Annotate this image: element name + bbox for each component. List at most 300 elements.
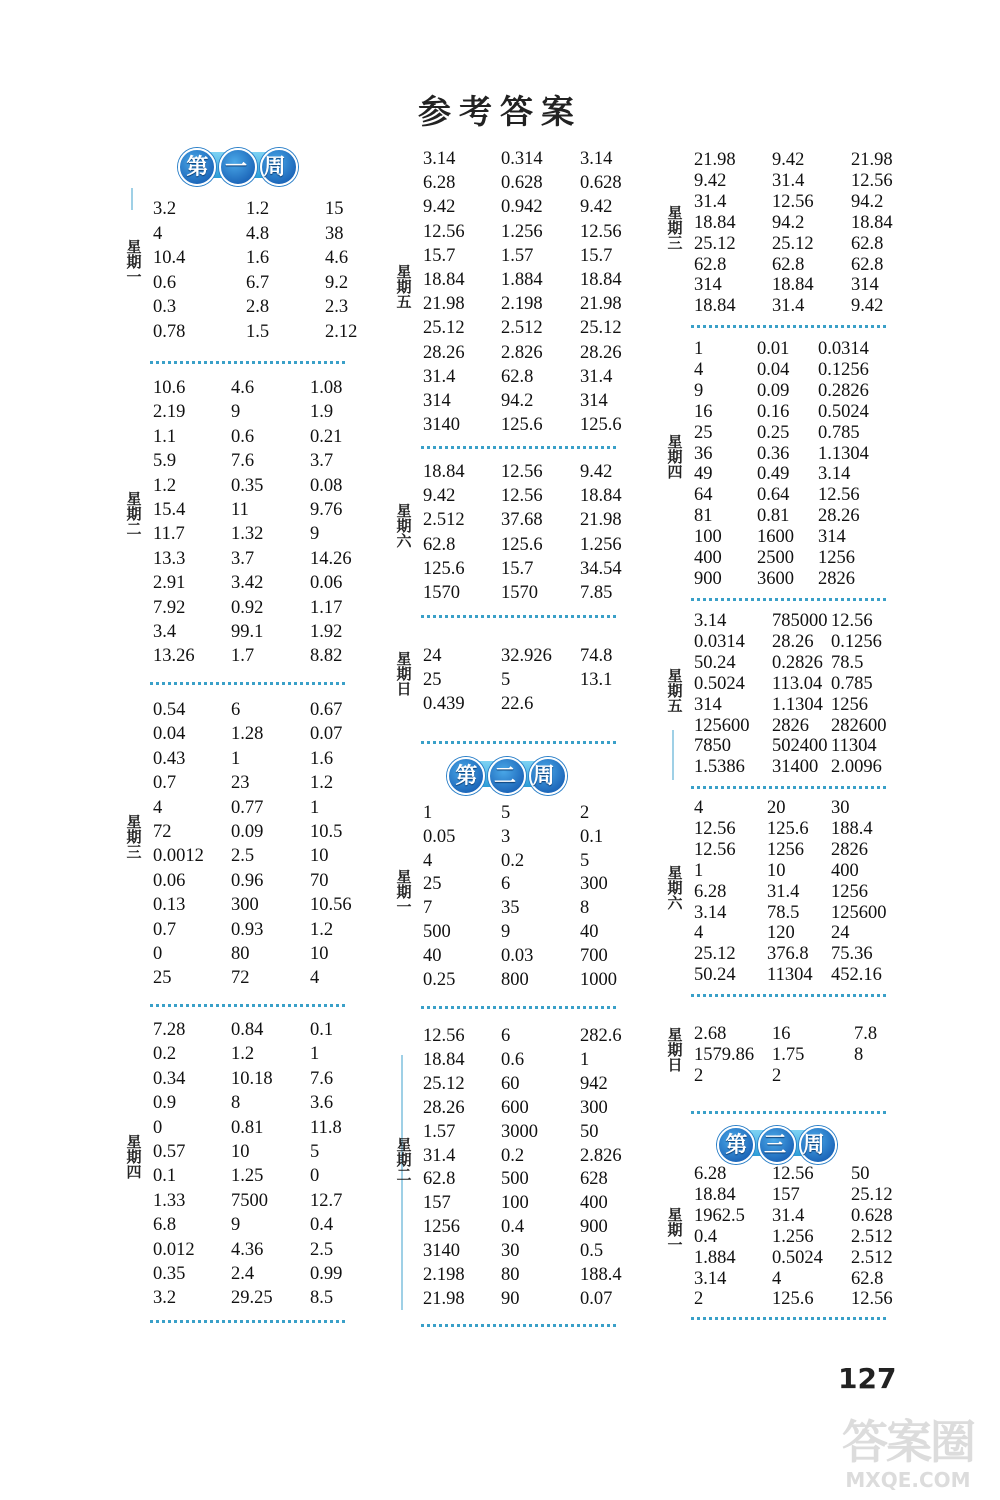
answer-cell: 60 — [501, 1073, 520, 1094]
answer-cell: 500 — [501, 1169, 529, 1190]
answer-cell: 113.04 — [772, 673, 823, 694]
answer-cell: 35 — [501, 898, 520, 919]
section-divider — [691, 1111, 886, 1114]
answer-cell: 0.6 — [231, 426, 255, 447]
answer-cell: 4 — [694, 359, 704, 380]
answer-cell: 1256 — [831, 881, 868, 902]
answer-cell: 12.56 — [423, 221, 465, 242]
answer-cell: 0.99 — [310, 1264, 343, 1284]
day-label: 星 期 日 — [396, 650, 412, 698]
day-label: 星 期 日 — [667, 1026, 683, 1074]
week-3-badge — [717, 1126, 833, 1160]
answer-cell: 12.56 — [694, 839, 736, 860]
answer-cell: 2.512 — [501, 318, 543, 339]
section-divider — [691, 786, 886, 789]
answer-cell: 62.8 — [851, 233, 884, 254]
answer-cell: 50.24 — [694, 965, 736, 986]
answer-cell: 4.8 — [246, 223, 270, 244]
answer-cell: 10 — [231, 1142, 250, 1162]
answer-cell: 7.6 — [231, 451, 255, 472]
answer-cell: 0.942 — [501, 197, 543, 218]
answer-cell: 3.7 — [310, 451, 334, 472]
answer-cell: 2.198 — [501, 294, 543, 315]
answer-cell: 29.25 — [231, 1288, 273, 1309]
answer-cell: 3600 — [757, 568, 794, 589]
answer-cell: 4 — [772, 1268, 782, 1289]
answer-cell: 21.98 — [694, 150, 736, 170]
decor-bar — [131, 188, 133, 210]
week-2-char: 第 — [455, 763, 478, 789]
answer-cell: 25.12 — [423, 318, 465, 339]
answer-cell: 0.03 — [501, 945, 534, 966]
answer-cell: 7 — [423, 898, 433, 919]
answer-cell: 9.42 — [580, 197, 613, 218]
answer-cell: 2.512 — [423, 510, 465, 531]
answer-cell: 50.24 — [694, 652, 736, 673]
answer-cell: 2.512 — [851, 1247, 893, 1268]
answer-cell: 0.34 — [153, 1068, 186, 1089]
answer-cell: 3140 — [423, 415, 460, 436]
answer-cell: 0.67 — [310, 700, 343, 720]
answer-cell: 0.5024 — [694, 673, 745, 694]
day-label: 星 期 六 — [396, 502, 412, 550]
answer-cell: 0.36 — [757, 443, 790, 464]
answer-cell: 1.884 — [694, 1247, 736, 1268]
answer-cell: 16 — [772, 1024, 791, 1044]
answer-cell: 0 — [310, 1166, 320, 1187]
answer-cell: 18.84 — [423, 270, 465, 290]
answer-cell: 12.56 — [772, 191, 814, 212]
answer-cell: 1 — [231, 748, 241, 769]
section-divider — [421, 615, 616, 618]
answer-cell: 0.57 — [153, 1142, 186, 1162]
answer-cell: 7.8 — [854, 1024, 878, 1044]
answer-cell: 0.314 — [501, 149, 543, 169]
answer-cell: 1.25 — [231, 1166, 264, 1187]
answer-cell: 13.1 — [580, 670, 613, 690]
answer-cell: 31.4 — [772, 1205, 805, 1226]
answer-cell: 2.0096 — [831, 757, 882, 778]
answer-cell: 70 — [310, 870, 329, 891]
answer-cell: 11304 — [767, 965, 813, 986]
answer-cell: 20 — [767, 798, 786, 818]
answer-cell: 0.01 — [757, 339, 790, 359]
answer-cell: 78.5 — [767, 902, 800, 923]
answer-cell: 1.1304 — [818, 443, 869, 464]
answer-cell: 0.06 — [153, 870, 186, 891]
answer-cell: 0.6 — [153, 272, 177, 293]
answer-cell: 7.85 — [580, 583, 613, 603]
answer-cell: 18.84 — [694, 1184, 736, 1205]
week-2-badge — [447, 757, 563, 791]
answer-cell: 2 — [580, 803, 590, 823]
answer-cell: 9 — [310, 524, 320, 545]
answer-cell: 0.35 — [231, 475, 264, 496]
answer-cell: 3.14 — [694, 611, 727, 631]
answer-cell: 2 — [694, 1065, 704, 1086]
answer-cell: 4 — [153, 223, 163, 244]
answer-cell: 4 — [310, 968, 320, 989]
answer-cell: 0.5024 — [818, 401, 869, 422]
answer-cell: 1 — [423, 803, 433, 823]
answer-cell: 2500 — [757, 548, 794, 568]
answer-cell: 2.8 — [246, 297, 270, 318]
answer-cell: 5 — [501, 670, 511, 690]
answer-cell: 0.628 — [501, 173, 543, 194]
answer-cell: 0.04 — [757, 359, 790, 380]
week-1-char: 一 — [224, 154, 247, 180]
answer-cell: 5 — [501, 803, 511, 823]
answer-cell: 15.7 — [501, 558, 534, 579]
answer-cell: 30 — [501, 1241, 520, 1262]
answer-cell: 72 — [231, 968, 250, 989]
answer-cell: 25.12 — [694, 233, 736, 254]
answer-cell: 1 — [580, 1049, 590, 1070]
answer-cell: 9 — [231, 402, 241, 423]
answer-cell: 1.256 — [772, 1226, 814, 1247]
answer-cell: 1.92 — [310, 622, 343, 642]
answer-cell: 0.628 — [851, 1205, 893, 1226]
answer-cell: 6.28 — [694, 1164, 727, 1184]
answer-cell: 125600 — [831, 902, 887, 923]
watermark-url: MXQE.COM — [845, 1468, 971, 1492]
answer-cell: 125.6 — [767, 818, 809, 839]
answer-cell: 1.2 — [246, 199, 270, 219]
answer-cell: 3.7 — [231, 548, 255, 569]
answer-cell: 0.7 — [153, 773, 177, 794]
answer-cell: 10 — [310, 846, 329, 867]
section-divider — [691, 325, 886, 328]
answer-cell: 0.07 — [310, 724, 343, 745]
answer-cell: 800 — [501, 969, 529, 990]
answer-cell: 12.56 — [580, 221, 622, 242]
answer-cell: 100 — [694, 527, 722, 548]
answer-cell: 18.84 — [580, 270, 622, 290]
answer-cell: 7.6 — [310, 1068, 334, 1089]
answer-cell: 13.26 — [153, 646, 195, 667]
answer-cell: 1.08 — [310, 378, 343, 398]
answer-cell: 0.1256 — [831, 631, 882, 652]
answer-cell: 1570 — [423, 583, 460, 603]
answer-cell: 125.6 — [501, 534, 543, 555]
answer-cell: 10.6 — [153, 378, 186, 398]
section-divider — [150, 1004, 345, 1007]
answer-cell: 1.6 — [246, 248, 270, 269]
answer-cell: 0.84 — [231, 1020, 264, 1040]
answer-cell: 90 — [501, 1288, 520, 1309]
answer-cell: 4.6 — [231, 378, 255, 398]
answer-cell: 188.4 — [580, 1265, 622, 1285]
answer-cell: 28.26 — [423, 1097, 465, 1118]
watermark-text: 答案圈 — [842, 1415, 974, 1469]
answer-cell: 0.1 — [580, 826, 604, 847]
answer-cell: 28.26 — [580, 342, 622, 363]
answer-cell: 9.42 — [772, 150, 805, 170]
answer-cell: 3.6 — [310, 1093, 334, 1114]
answer-cell: 6.28 — [694, 881, 727, 902]
answer-cell: 0.3 — [153, 297, 177, 318]
answer-cell: 99.1 — [231, 622, 264, 642]
answer-cell: 81 — [694, 506, 713, 527]
answer-cell: 1.5386 — [694, 757, 745, 778]
answer-cell: 1.256 — [580, 534, 622, 555]
answer-cell: 64 — [694, 485, 713, 506]
answer-cell: 2.19 — [153, 402, 186, 423]
answer-cell: 10 — [767, 860, 786, 881]
day-label: 星 期 一 — [396, 868, 412, 916]
answer-cell: 50 — [851, 1164, 870, 1184]
answer-cell: 10.56 — [310, 895, 352, 916]
answer-cell: 62.8 — [694, 254, 727, 275]
answer-cell: 0.81 — [231, 1117, 264, 1138]
answer-cell: 94.2 — [772, 212, 805, 233]
answer-cell: 900 — [580, 1217, 608, 1238]
answer-cell: 0.4 — [310, 1215, 334, 1236]
answer-cell: 9.42 — [694, 170, 727, 191]
answer-cell: 31.4 — [767, 881, 800, 902]
answer-cell: 6.8 — [153, 1215, 177, 1236]
answer-cell: 0.628 — [580, 173, 622, 194]
section-divider — [150, 682, 345, 685]
answer-cell: 25 — [694, 422, 713, 443]
answer-cell: 6.7 — [246, 272, 270, 293]
answer-cell: 9.2 — [325, 272, 349, 293]
answer-cell: 18.84 — [423, 462, 465, 482]
answer-cell: 6 — [501, 874, 511, 895]
day-label: 星 期 一 — [667, 1206, 683, 1254]
answer-cell: 31400 — [772, 757, 819, 778]
answer-cell: 9 — [694, 380, 704, 401]
answer-cell: 3.2 — [153, 1288, 177, 1309]
answer-cell: 0.439 — [423, 694, 465, 714]
answer-cell: 31.4 — [423, 366, 456, 387]
answer-cell: 18.84 — [851, 212, 893, 233]
answer-cell: 0.2 — [501, 850, 525, 871]
answer-cell: 0.09 — [231, 822, 264, 842]
answer-cell: 74.8 — [580, 646, 613, 666]
section-divider — [421, 1324, 616, 1327]
answer-cell: 0.6 — [501, 1049, 525, 1070]
answer-cell: 0.1 — [310, 1020, 334, 1040]
answer-cell: 1.1304 — [772, 694, 823, 715]
answer-cell: 94.2 — [851, 191, 884, 212]
answer-cell: 3000 — [501, 1121, 538, 1142]
answer-cell: 62.8 — [501, 366, 534, 387]
answer-cell: 18.84 — [694, 296, 736, 317]
answer-cell: 3.2 — [153, 199, 177, 219]
answer-cell: 0.07 — [580, 1288, 613, 1309]
day-label: 星 期 一 — [126, 238, 142, 286]
answer-cell: 0.43 — [153, 748, 186, 769]
answer-cell: 0.81 — [757, 506, 790, 527]
answer-cell: 21.98 — [423, 294, 465, 315]
section-divider — [150, 1320, 345, 1323]
answer-cell: 0.1 — [153, 1166, 177, 1187]
section-divider — [691, 994, 886, 997]
day-label: 星 期 五 — [667, 667, 683, 715]
answer-cell: 1256 — [831, 694, 868, 715]
answer-cell: 0.4 — [694, 1226, 718, 1247]
answer-cell: 2 — [694, 1289, 704, 1310]
answer-cell: 7500 — [231, 1190, 268, 1211]
answer-cell: 12.56 — [851, 170, 893, 191]
answer-cell: 9 — [501, 922, 511, 942]
week-3-char: 周 — [802, 1132, 825, 1158]
answer-cell: 5.9 — [153, 451, 177, 472]
answer-cell: 1 — [694, 860, 704, 881]
answer-cell: 2826 — [818, 568, 855, 589]
answer-cell: 1.9 — [310, 402, 334, 423]
answer-cell: 1.6 — [310, 748, 334, 769]
answer-cell: 21.98 — [580, 510, 622, 531]
answer-cell: 4.6 — [325, 248, 349, 269]
answer-cell: 0 — [153, 1117, 163, 1138]
answer-cell: 100 — [501, 1193, 529, 1214]
answer-cell: 0.0314 — [694, 631, 745, 652]
answer-cell: 2.3 — [325, 297, 349, 318]
answer-cell: 12.56 — [501, 486, 543, 507]
answer-cell: 0.9 — [153, 1093, 177, 1114]
answer-cell: 0.785 — [818, 422, 860, 443]
answer-cell: 12.56 — [772, 1164, 814, 1184]
answer-cell: 12.56 — [423, 1026, 465, 1046]
answer-cell: 80 — [501, 1265, 520, 1285]
answer-cell: 0.06 — [310, 573, 343, 594]
answer-cell: 14.26 — [310, 548, 352, 569]
answer-cell: 0.04 — [153, 724, 186, 745]
answer-cell: 2.12 — [325, 322, 358, 342]
answer-cell: 13.3 — [153, 548, 186, 569]
answer-cell: 0.2 — [153, 1044, 177, 1065]
answer-cell: 12.56 — [851, 1289, 893, 1310]
answer-cell: 3.4 — [153, 622, 177, 642]
answer-cell: 0.785 — [831, 673, 873, 694]
day-label: 星 期 六 — [667, 864, 683, 912]
answer-cell: 4.36 — [231, 1239, 264, 1260]
answer-cell: 34.54 — [580, 558, 622, 579]
answer-cell: 125.6 — [772, 1289, 814, 1310]
answer-cell: 1256 — [423, 1217, 460, 1238]
answer-cell: 314 — [423, 391, 451, 411]
answer-cell: 1.2 — [310, 773, 334, 794]
answer-cell: 3.42 — [231, 573, 264, 594]
answer-cell: 300 — [580, 874, 608, 895]
answer-cell: 9.42 — [851, 296, 884, 317]
answer-cell: 2.4 — [231, 1264, 255, 1284]
answer-cell: 18.84 — [694, 212, 736, 233]
answer-cell: 0.4 — [501, 1217, 525, 1238]
answer-cell: 0.49 — [757, 464, 790, 485]
answer-cell: 0.2826 — [772, 652, 823, 673]
answer-cell: 23 — [231, 773, 250, 794]
answer-cell: 900 — [694, 568, 722, 589]
answer-cell: 25.12 — [580, 318, 622, 339]
answer-cell: 2 — [772, 1065, 782, 1086]
answer-cell: 75.36 — [831, 944, 873, 965]
answer-cell: 25.12 — [694, 944, 736, 965]
answer-cell: 157 — [423, 1193, 451, 1214]
week-2-char: 二 — [493, 763, 516, 789]
answer-cell: 0.64 — [757, 485, 790, 506]
week-1-badge — [178, 148, 294, 182]
answer-cell: 400 — [831, 860, 859, 881]
watermark — [818, 1406, 998, 1492]
answer-cell: 400 — [580, 1193, 608, 1214]
day-label: 星 期 三 — [667, 204, 683, 252]
answer-cell: 1.2 — [153, 475, 177, 496]
answer-cell: 0.96 — [231, 870, 264, 891]
section-divider — [421, 741, 616, 744]
answer-cell: 15 — [325, 199, 344, 219]
answer-cell: 15.4 — [153, 500, 186, 520]
answer-cell: 12.56 — [501, 462, 543, 482]
answer-cell: 12.56 — [694, 818, 736, 839]
answer-cell: 4 — [694, 923, 704, 944]
answer-cell: 0.2 — [501, 1145, 525, 1166]
answer-cell: 21.98 — [423, 1288, 465, 1309]
answer-cell: 0.35 — [153, 1264, 186, 1284]
week-2-char: 周 — [532, 763, 555, 789]
answer-cell: 62.8 — [423, 534, 456, 555]
answer-cell: 8.82 — [310, 646, 343, 667]
answer-cell: 30 — [831, 798, 850, 818]
answer-cell: 0.0012 — [153, 846, 204, 867]
answer-cell: 28.26 — [423, 342, 465, 363]
answer-cell: 3.14 — [694, 1268, 727, 1289]
answer-cell: 24 — [423, 646, 442, 666]
answer-cell: 62.8 — [851, 1268, 884, 1289]
answer-cell: 10.4 — [153, 248, 186, 269]
answer-cell: 1.28 — [231, 724, 264, 745]
answer-cell: 28.26 — [772, 631, 814, 652]
answer-cell: 0.77 — [231, 797, 264, 818]
decor-bar — [672, 730, 674, 780]
day-label: 星 期 三 — [126, 813, 142, 861]
answer-cell: 376.8 — [767, 944, 809, 965]
answer-cell: 1 — [694, 339, 704, 359]
section-divider — [691, 1317, 886, 1320]
answer-cell: 24 — [831, 923, 850, 944]
answer-cell: 6.28 — [423, 173, 456, 194]
answer-cell: 8 — [231, 1093, 241, 1114]
answer-cell: 1600 — [757, 527, 794, 548]
answer-cell: 31.4 — [423, 1145, 456, 1166]
answer-cell: 0.5024 — [772, 1247, 823, 1268]
answer-cell: 5 — [310, 1142, 320, 1162]
answer-cell: 4 — [694, 798, 704, 818]
answer-cell: 21.98 — [580, 294, 622, 315]
answer-cell: 0.54 — [153, 700, 186, 720]
answer-cell: 10.18 — [231, 1068, 273, 1089]
answer-cell: 125.6 — [580, 415, 622, 436]
answer-cell: 25.12 — [772, 233, 814, 254]
answer-cell: 1 — [310, 1044, 320, 1065]
answer-cell: 0.08 — [310, 475, 343, 496]
answer-cell: 3.14 — [580, 149, 613, 169]
answer-cell: 0.05 — [423, 826, 456, 847]
week-3-char: 三 — [763, 1132, 786, 1158]
day-label: 星 期 二 — [126, 490, 142, 538]
answer-cell: 1.2 — [231, 1044, 255, 1065]
answer-cell: 1.17 — [310, 597, 343, 618]
day-label: 星 期 二 — [396, 1136, 412, 1184]
answer-cell: 62.8 — [772, 254, 805, 275]
answer-cell: 11304 — [831, 736, 877, 757]
answer-cell: 18.84 — [423, 1049, 465, 1070]
answer-cell: 50 — [580, 1121, 599, 1142]
answer-cell: 9.76 — [310, 500, 343, 520]
answer-cell: 11.8 — [310, 1117, 342, 1138]
